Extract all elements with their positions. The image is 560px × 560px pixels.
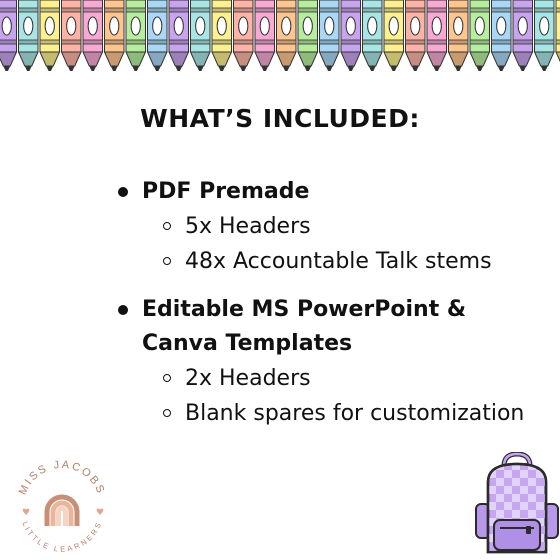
crayon xyxy=(148,0,168,71)
heart-icon: ♥ xyxy=(96,508,105,518)
crayon-border xyxy=(0,0,560,74)
section-editable-templates xyxy=(118,293,538,431)
crayon xyxy=(363,0,383,71)
checker-square xyxy=(512,494,520,502)
list-item xyxy=(118,361,538,396)
checker-square xyxy=(520,470,528,478)
crayon xyxy=(234,0,254,71)
section-heading-text: Editable MS PowerPoint & Canva Templates xyxy=(142,297,467,356)
crayon xyxy=(406,0,426,71)
circle-bullet-icon xyxy=(163,257,171,265)
checker-square xyxy=(496,478,504,486)
crayon xyxy=(212,0,232,71)
crayon xyxy=(492,0,512,71)
list-item-text: 2x Headers xyxy=(185,366,311,391)
checker-square xyxy=(496,510,504,518)
checker-square xyxy=(528,478,536,486)
crayon xyxy=(40,0,60,71)
circle-bullet-icon xyxy=(163,409,171,417)
checker-square xyxy=(536,486,544,494)
backpack-icon xyxy=(474,452,560,560)
crayon xyxy=(126,0,146,71)
checker-square xyxy=(528,494,536,502)
checker-square xyxy=(504,502,512,510)
crayon xyxy=(513,0,533,71)
crayon xyxy=(83,0,103,71)
logo-text-bottom: LITTLE LEARNERS xyxy=(20,520,104,554)
crayon xyxy=(320,0,340,71)
crayon xyxy=(427,0,447,71)
crayon xyxy=(19,0,39,71)
crayon xyxy=(191,0,211,71)
crayon xyxy=(470,0,490,71)
crayon xyxy=(535,0,555,71)
section-heading xyxy=(118,175,538,209)
section-heading xyxy=(118,293,538,361)
checker-square xyxy=(512,478,520,486)
sub-list xyxy=(118,361,538,431)
crayon xyxy=(0,0,17,71)
crayon xyxy=(169,0,189,71)
checker-square xyxy=(552,470,560,478)
crayon xyxy=(298,0,318,71)
circle-bullet-icon xyxy=(163,222,171,230)
checker-square xyxy=(536,502,544,510)
section-heading-text: PDF Premade xyxy=(142,179,310,204)
crayon xyxy=(449,0,469,71)
crayon xyxy=(384,0,404,71)
list-item xyxy=(118,244,538,279)
list-item-text: 48x Accountable Talk stems xyxy=(185,249,492,274)
checker-square xyxy=(504,470,512,478)
sub-list xyxy=(118,209,538,279)
crayon xyxy=(277,0,297,71)
crayon xyxy=(556,0,560,71)
checker-square xyxy=(520,502,528,510)
checker-square xyxy=(496,494,504,502)
bullet-icon xyxy=(118,305,128,315)
checker-square xyxy=(520,486,528,494)
crayon xyxy=(341,0,361,71)
crayon xyxy=(255,0,275,71)
list-item xyxy=(118,209,538,244)
checker-square xyxy=(480,462,488,470)
checker-square xyxy=(512,510,520,518)
rainbow-logo-icon xyxy=(10,452,114,556)
list-item-text: Blank spares for customization xyxy=(185,401,525,426)
list-item xyxy=(118,396,538,431)
heart-icon: ♥ xyxy=(22,508,31,518)
logo-text-top: MISS JACOBS xyxy=(16,458,108,497)
checker-square xyxy=(552,550,560,558)
checker-square xyxy=(528,510,536,518)
circle-bullet-icon xyxy=(163,374,171,382)
bullet-icon xyxy=(118,187,128,197)
included-list xyxy=(118,175,538,445)
checker-square xyxy=(552,486,560,494)
rainbow-arcs xyxy=(47,497,77,526)
page-title: WHAT’S INCLUDED: xyxy=(140,104,420,133)
checker-square xyxy=(544,462,552,470)
list-item-text: 5x Headers xyxy=(185,214,311,239)
section-pdf-premade xyxy=(118,175,538,279)
crayon xyxy=(105,0,125,71)
crayon xyxy=(62,0,82,71)
checker-square xyxy=(504,486,512,494)
